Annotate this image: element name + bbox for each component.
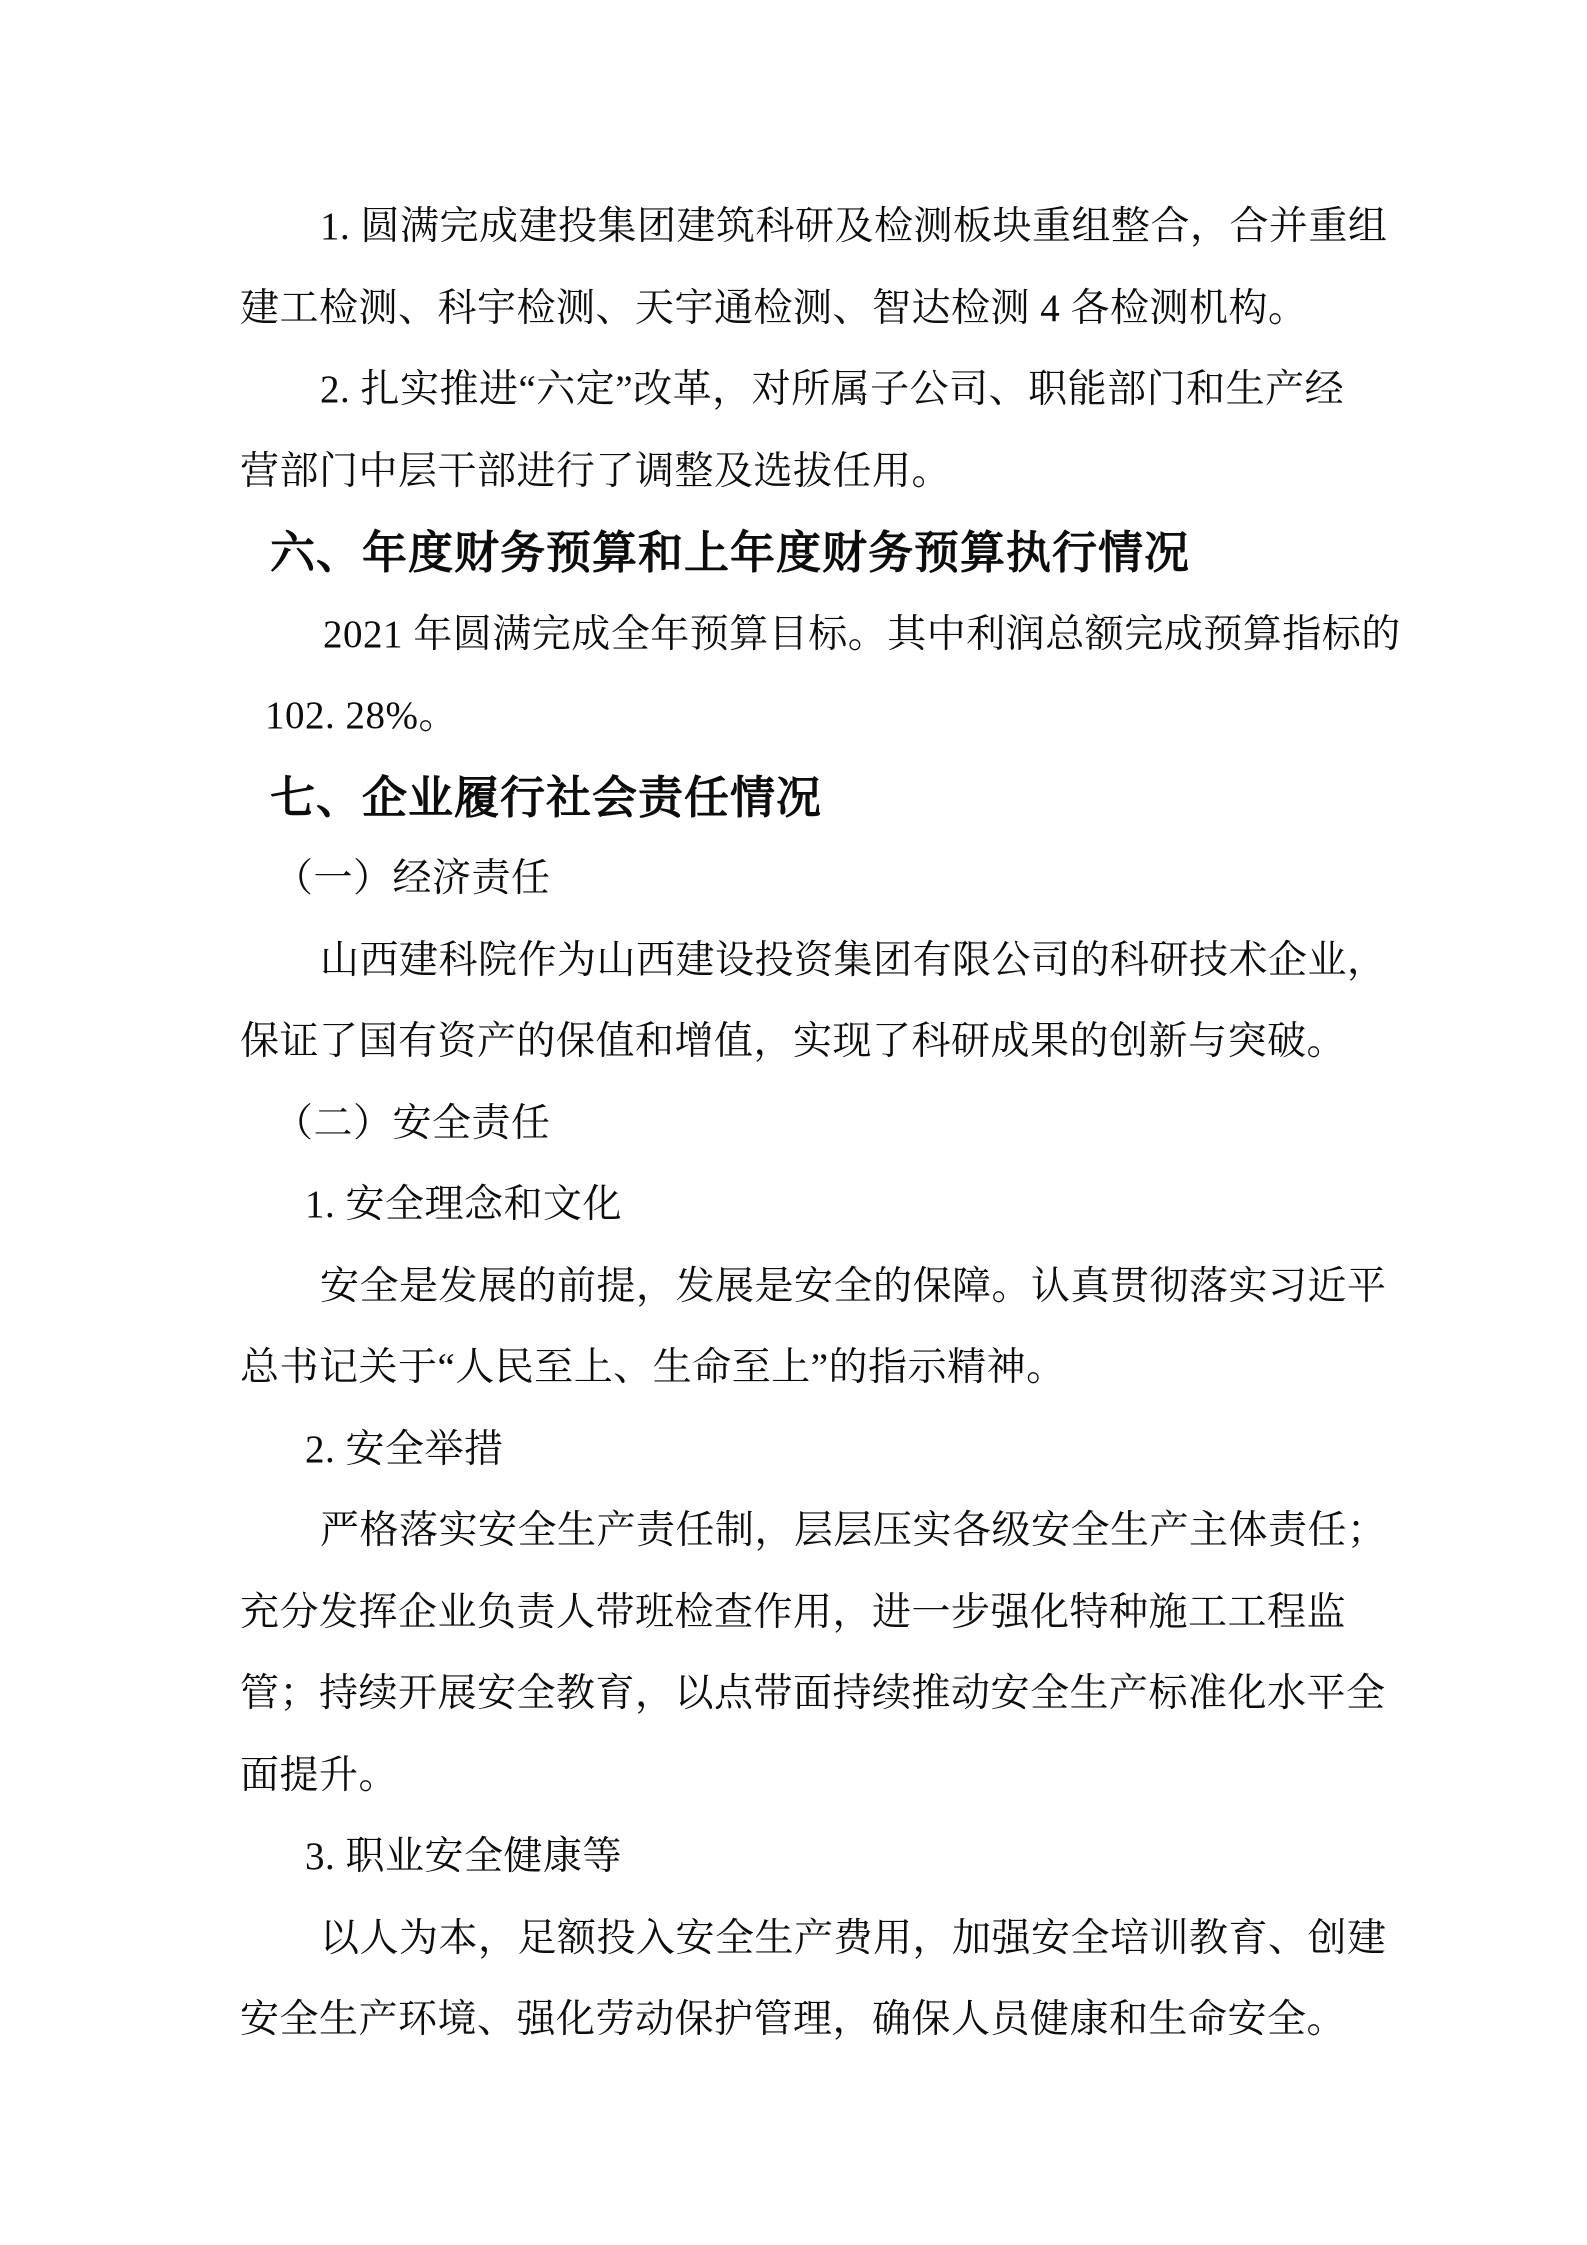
text-line: 2. 安全举措 [305,1427,504,1471]
text-line: 2021 年圆满完成全年预算目标。其中利润总额完成预算指标的 [323,612,1401,656]
text-line: 管；持续开展安全教育，以点带面持续推动安全生产标准化水平全 [240,1672,1386,1715]
text-line: 安全生产环境、强化劳动保护管理，确保人员健康和生命安全。 [240,1998,1347,2041]
text-line: 1. 圆满完成建投集团建筑科研及检测板块重组整合，合并重组 [320,205,1388,248]
text-line: （一）经济责任 [274,857,551,900]
text-line: 安全是发展的前提，发展是安全的保障。认真贯彻落实习近平 [320,1264,1387,1308]
text-line: 面提升。 [240,1753,399,1797]
text-line: （二）安全责任 [274,1101,551,1145]
text-line: 1. 安全理念和文化 [305,1183,623,1226]
document-text-block [240,186,1401,2061]
section-heading: 六、年度财务预算和上年度财务预算执行情况 [270,527,1191,578]
text-line: 建工检测、科宇检测、天宇通检测、智达检测 4 各检测机构。 [240,286,1308,330]
text-line: 营部门中层干部进行了调整及选拔任用。 [240,449,952,493]
text-line: 严格落实安全生产责任制，层层压实各级安全生产主体责任； [320,1509,1387,1552]
text-line: 山西建科院作为山西建设投资集团有限公司的科研技术企业， [320,938,1387,982]
text-line: 2. 扎实推进“六定”改革，对所属子公司、职能部门和生产经 [320,368,1345,411]
text-line: 102. 28%。 [265,694,458,737]
text-line: 总书记关于“人民至上、生命至上”的指示精神。 [240,1346,1066,1389]
text-line: 充分发挥企业负责人带班检查作用，进一步强化特种施工工程监 [240,1590,1347,1634]
text-line: 3. 职业安全健康等 [305,1835,623,1878]
text-line: 保证了国有资产的保值和增值，实现了科研成果的创新与突破。 [240,1020,1347,1063]
text-line: 以人为本，足额投入安全生产费用，加强安全培训教育、创建 [320,1916,1387,1960]
section-heading: 七、企业履行社会责任情况 [270,771,823,823]
